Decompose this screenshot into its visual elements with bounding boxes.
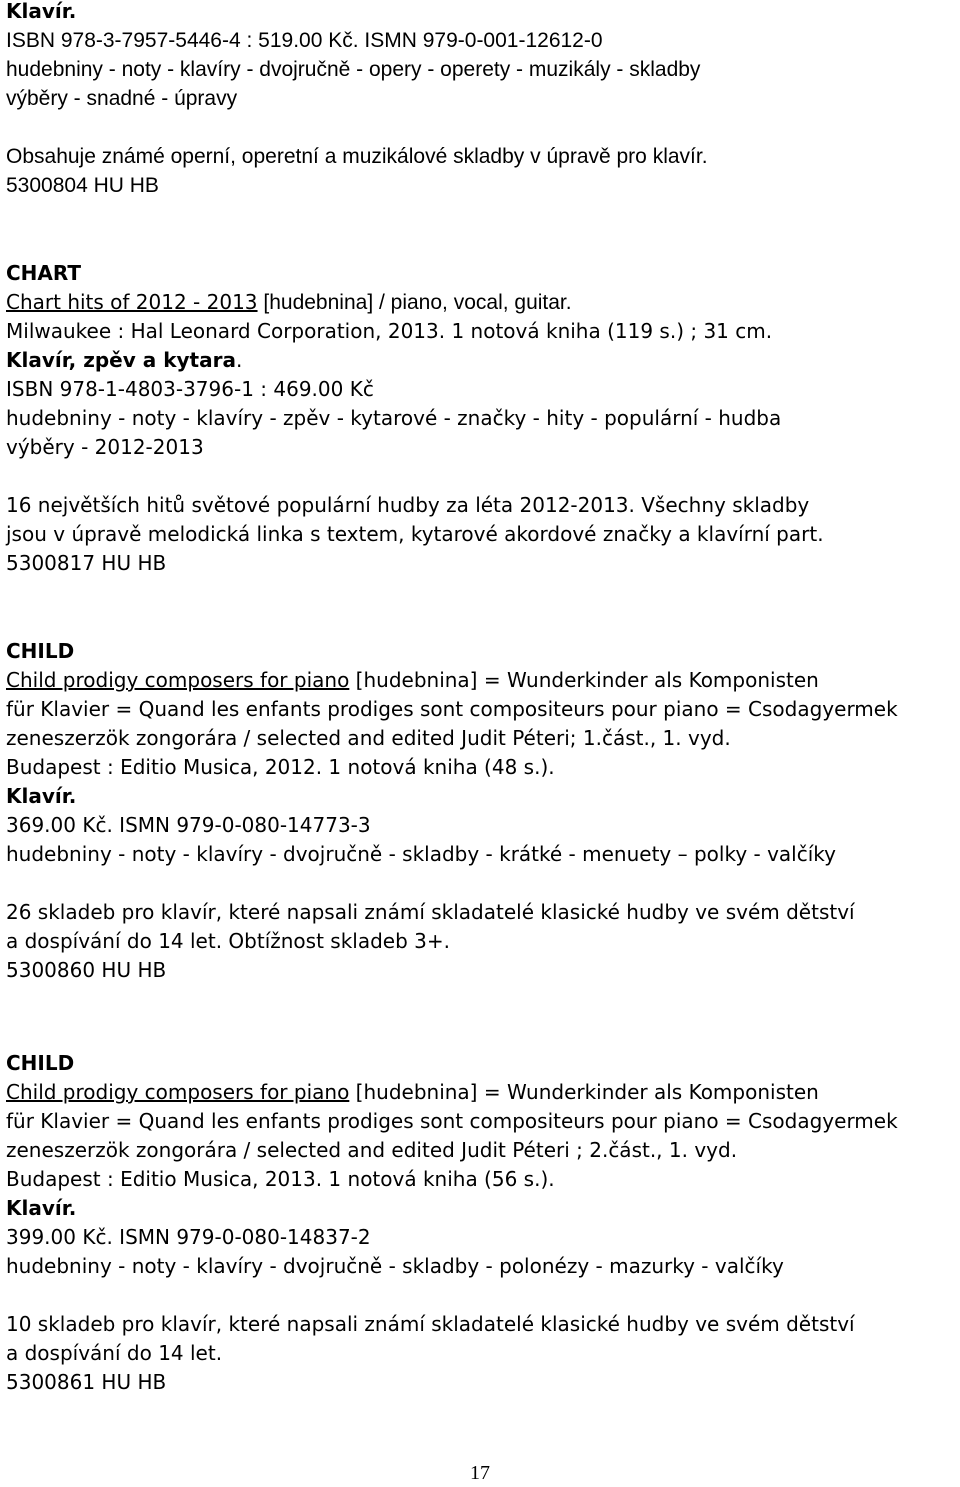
entry-2-format-tail: . <box>235 348 243 372</box>
entry-4-title: Child prodigy composers for piano <box>6 1080 350 1104</box>
entry-2-format-line <box>6 346 242 375</box>
entry-4-publication: Budapest : Editio Musica, 2013. 1 notová kniha (56 s.). <box>6 1167 555 1191</box>
entry-4-format: Klavír. <box>6 1196 77 1220</box>
entry-4-subjects: hudebniny - noty - klavíry - dvojručně - skladby - polonézy - mazurky - valčíky <box>6 1254 784 1278</box>
entry-2-publication: Milwaukee : Hal Leonard Corporation, 2013. 1 notová kniha (119 s.) ; 31 cm. <box>6 319 773 343</box>
entry-4-annotation-line-1: 10 skladeb pro klavír, které napsali známí skladatelé klasické hudby ve svém dětství <box>6 1312 855 1336</box>
entry-4-price-ismn: 399.00 Kč. ISMN 979-0-080-14837-2 <box>6 1225 371 1249</box>
entry-2-annotation-line-2: jsou v úpravě melodická linka s textem, kytarové akordové značky a klavírní part. <box>6 522 824 546</box>
entry-2-isbn-price: ISBN 978-1-4803-3796-1 : 469.00 Kč <box>6 377 374 401</box>
entry-3-annotation-line-2: a dospívání do 14 let. Obtížnost skladeb 3+. <box>6 929 450 953</box>
entry-3-format: Klavír. <box>6 784 77 808</box>
entry-1-format: Klavír. <box>6 0 77 23</box>
entry-2-format: Klavír, zpěv a kytara <box>6 348 236 372</box>
entry-3-annotation-line-1: 26 skladeb pro klavír, které napsali známí skladatelé klasické hudby ve svém dětství <box>6 900 855 924</box>
entry-4-title-line <box>6 1078 819 1107</box>
entry-1-subjects-line-1: hudebniny - noty - klavíry - dvojručně - opery - operety - muzikály - skladby <box>6 58 701 81</box>
entry-2-title-line <box>6 288 572 317</box>
entry-3-title: Child prodigy composers for piano <box>6 668 350 692</box>
entry-3-title-line-2: für Klavier = Quand les enfants prodiges sont compositeurs pour piano = Csodagyermek <box>6 697 898 721</box>
page-number: 17 <box>470 1462 490 1484</box>
entry-2-subjects-line-2: výběry - 2012-2013 <box>6 435 204 459</box>
entry-1-isbn-price-ismn: ISBN 978-3-7957-5446-4 : 519.00 Kč. ISMN 979-0-001-12612-0 <box>6 29 603 52</box>
entry-4-catalog-number: 5300861 HU HB <box>6 1370 167 1394</box>
entry-1-catalog-number: 5300804 HU HB <box>6 174 159 197</box>
entry-3-title-line-3: zeneszerzök zongorára / selected and edited Judit Péteri; 1.část., 1. vyd. <box>6 726 731 750</box>
entry-3-title-rest: [hudebnina] = Wunderkinder als Komponisten <box>349 668 819 692</box>
entry-3-title-line <box>6 666 819 695</box>
entry-3-heading: CHILD <box>6 639 75 663</box>
entry-2-heading: CHART <box>6 261 82 285</box>
entry-3-price-ismn: 369.00 Kč. ISMN 979-0-080-14773-3 <box>6 813 371 837</box>
entry-1-annotation: Obsahuje známé operní, operetní a muzikálové skladby v úpravě pro klavír. <box>6 145 708 168</box>
entry-4-title-line-2: für Klavier = Quand les enfants prodiges sont compositeurs pour piano = Csodagyermek <box>6 1109 898 1133</box>
entry-3-subjects: hudebniny - noty - klavíry - dvojručně - skladby - krátké - menuety – polky - valčíky <box>6 842 836 866</box>
entry-2-title: Chart hits of 2012 - 2013 <box>6 290 258 314</box>
entry-3-catalog-number: 5300860 HU HB <box>6 958 167 982</box>
entry-1-subjects-line-2: výběry - snadné - úpravy <box>6 87 238 110</box>
entry-2-title-rest: [hudebnina] / piano, vocal, guitar. <box>257 291 572 314</box>
entry-3-publication: Budapest : Editio Musica, 2012. 1 notová kniha (48 s.). <box>6 755 555 779</box>
entry-2-subjects-line-1: hudebniny - noty - klavíry - zpěv - kytarové - značky - hity - populární - hudba <box>6 406 782 430</box>
entry-4-title-rest: [hudebnina] = Wunderkinder als Komponisten <box>349 1080 819 1104</box>
entry-2-catalog-number: 5300817 HU HB <box>6 551 167 575</box>
entry-4-title-line-3: zeneszerzök zongorára / selected and edited Judit Péteri ; 2.část., 1. vyd. <box>6 1138 738 1162</box>
entry-4-annotation-line-2: a dospívání do 14 let. <box>6 1341 223 1365</box>
entry-2-annotation-line-1: 16 největších hitů světové populární hudby za léta 2012-2013. Všechny skladby <box>6 493 810 517</box>
entry-4-heading: CHILD <box>6 1051 75 1075</box>
